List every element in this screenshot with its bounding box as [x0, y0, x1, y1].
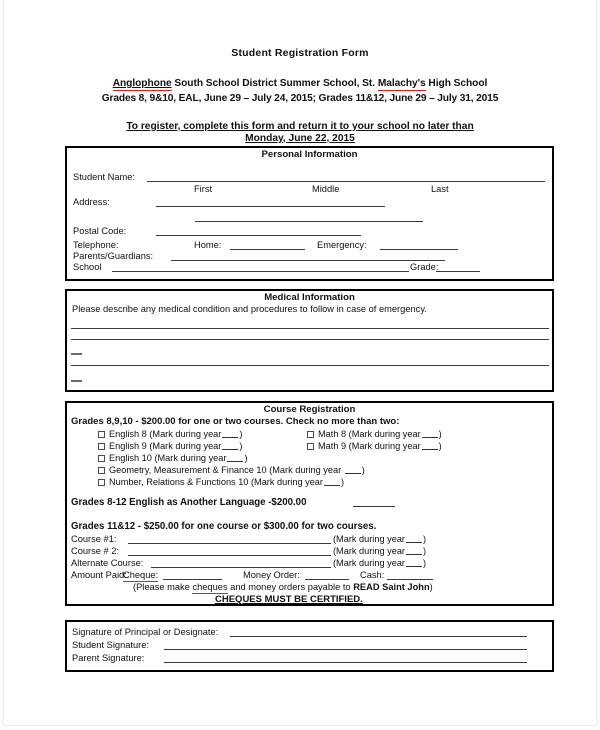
mark-during-year-input[interactable]	[222, 429, 238, 438]
home-phone-label: Home:	[194, 240, 222, 250]
mark-note-close: )	[239, 441, 243, 451]
principal-signature-input[interactable]	[230, 636, 527, 637]
course-registration-title: Course Registration	[263, 404, 356, 415]
school-name-end: High School	[425, 78, 488, 89]
mark-during-year-input[interactable]	[422, 429, 438, 438]
eal-input[interactable]	[353, 506, 395, 507]
cash-label: Cash:	[360, 570, 385, 580]
parents-guardians-input[interactable]	[171, 260, 445, 261]
mark-during-year-input[interactable]	[422, 441, 438, 450]
alternate-course-mark-note	[333, 558, 426, 568]
parent-signature-label: Parent Signature:	[72, 653, 145, 663]
mark-note-open: (Mark during year	[154, 453, 227, 463]
money-order-amount-input[interactable]	[305, 579, 349, 580]
alternate-course-label: Alternate Course:	[71, 558, 144, 568]
course-1-mark-note	[333, 534, 426, 544]
spellcheck-cheque: Cheque:	[123, 570, 159, 580]
last-label: Last	[431, 184, 449, 194]
school-name-line	[4, 78, 596, 91]
medical-dash-2	[71, 380, 82, 382]
course-checkbox-math-9[interactable]	[307, 441, 442, 451]
course-label: Math 8	[318, 429, 347, 439]
middle-label: Middle	[312, 184, 340, 194]
instruction-line-1: To register, complete this form and return it to your school no later than	[126, 120, 474, 132]
emergency-phone-label: Emergency:	[317, 240, 367, 250]
course-checkbox-geometry-10[interactable]	[98, 465, 365, 475]
mark-note-open: (Mark during year	[348, 429, 421, 439]
payable-prefix: (Please make	[133, 582, 193, 592]
school-input[interactable]	[112, 271, 409, 272]
course-2-label: Course # 2:	[71, 546, 120, 556]
course-1-label: Course #1:	[71, 534, 117, 544]
school-name-mid: South School District Summer School, St.	[171, 78, 378, 89]
cheque-label	[123, 570, 158, 582]
telephone-label: Telephone:	[73, 240, 119, 250]
payable-suffix: )	[429, 582, 433, 592]
mark-note-open: (Mark during year	[250, 477, 323, 487]
spellcheck-cheques: cheques	[192, 582, 228, 592]
signatures-section	[65, 620, 554, 672]
personal-information-section	[65, 146, 554, 281]
mark-note-open: (Mark during year	[333, 534, 405, 544]
mark-note-open: (Mark during year	[269, 465, 344, 475]
medical-line-3[interactable]	[71, 365, 549, 366]
grade-input[interactable]	[436, 271, 480, 272]
student-signature-label: Student Signature:	[72, 640, 150, 650]
address-line-1-input[interactable]	[156, 206, 385, 207]
student-signature-input[interactable]	[164, 649, 527, 650]
checkbox-icon[interactable]	[98, 443, 105, 450]
mark-note-close: )	[244, 453, 248, 463]
course-label: English 10	[109, 453, 152, 463]
school-label: School	[73, 262, 102, 272]
payable-note	[133, 582, 433, 594]
alternate-course-input[interactable]	[151, 567, 331, 568]
home-phone-input[interactable]	[230, 249, 305, 250]
course-checkbox-english-8[interactable]	[98, 429, 242, 439]
mark-note-close: )	[361, 465, 365, 475]
course-checkbox-number-relations-10[interactable]	[98, 477, 344, 487]
mark-note-close: )	[340, 477, 345, 487]
document-page	[3, 0, 597, 726]
medical-dash-1	[71, 353, 82, 355]
course-1-mark-input[interactable]	[406, 534, 422, 543]
course-checkbox-english-10[interactable]	[98, 453, 248, 463]
page-title: Student Registration Form	[231, 47, 369, 59]
payable-middle: and money orders payable to	[227, 582, 354, 592]
course-label: Number, Relations & Functions 10	[109, 477, 249, 487]
mark-note-open: (Mark during year	[149, 429, 222, 439]
amount-paid-label: Amount Paid:	[71, 570, 127, 580]
checkbox-icon[interactable]	[98, 455, 105, 462]
mark-note-close: )	[423, 558, 427, 568]
grade-label: Grade:	[410, 262, 439, 272]
medical-prompt: Please describe any medical condition and procedures to follow in case of emergency.	[72, 304, 427, 314]
spellcheck-malachys: Malachy's	[377, 78, 426, 89]
document-header	[4, 0, 596, 144]
medical-line-2[interactable]	[71, 339, 549, 340]
checkbox-icon[interactable]	[307, 431, 314, 438]
medical-information-section	[65, 289, 554, 392]
checkbox-icon[interactable]	[98, 467, 105, 474]
mark-note-close: )	[239, 429, 243, 439]
grades-11-12-heading: Grades 11&12 - $250.00 for one course or $300.00 for two courses.	[71, 521, 377, 532]
money-order-label: Money Order:	[243, 570, 300, 580]
mark-during-year-input[interactable]	[345, 465, 361, 474]
mark-note-close: )	[423, 534, 427, 544]
course-checkbox-math-8[interactable]	[307, 429, 442, 439]
mark-note-open: (Mark during year	[333, 558, 405, 568]
spellcheck-anglophone: Anglophone	[112, 78, 172, 89]
parents-guardians-label: Parents/Guardians:	[73, 251, 154, 261]
student-name-input[interactable]	[147, 181, 545, 182]
course-2-mark-input[interactable]	[406, 546, 422, 555]
mark-during-year-input[interactable]	[227, 453, 243, 462]
checkbox-icon[interactable]	[98, 431, 105, 438]
medical-line-1[interactable]	[71, 328, 549, 329]
checkbox-icon[interactable]	[98, 479, 105, 486]
grades-dates-line: Grades 8, 9&10, EAL, June 29 – July 24, 2015; Grades 11&12, June 29 – July 31, 2015	[101, 92, 499, 104]
cheque-amount-input[interactable]	[163, 579, 222, 580]
course-2-input[interactable]	[128, 555, 331, 556]
mark-note-close: )	[423, 546, 427, 556]
grades-8-9-10-heading: Grades 8,9,10 - $200.00 for one or two courses. Check no more than two:	[71, 416, 400, 427]
postal-code-label: Postal Code:	[73, 226, 127, 236]
principal-signature-label: Signature of Principal or Designate:	[72, 627, 219, 637]
alternate-mark-input[interactable]	[406, 558, 422, 567]
course-label: English 9	[109, 441, 147, 451]
course-label: Math 9	[318, 441, 347, 451]
mark-note-open: (Mark during year	[333, 546, 405, 556]
course-label: Geometry, Measurement & Finance 10	[109, 465, 267, 475]
checkbox-icon[interactable]	[307, 443, 314, 450]
address-label: Address:	[73, 197, 110, 207]
instruction-line-2: Monday, June 22, 2015	[245, 132, 355, 144]
address-line-2-input[interactable]	[195, 221, 423, 222]
student-name-label: Student Name:	[73, 172, 136, 182]
course-label: English 8	[109, 429, 147, 439]
personal-information-title: Personal Information	[261, 149, 358, 160]
course-1-input[interactable]	[128, 543, 331, 544]
course-2-mark-note	[333, 546, 426, 556]
cash-amount-input[interactable]	[387, 579, 433, 580]
mark-note-open: (Mark during year	[348, 441, 421, 451]
mark-during-year-input[interactable]	[222, 441, 238, 450]
mark-note-close: )	[438, 441, 442, 451]
course-checkbox-english-9[interactable]	[98, 441, 242, 451]
mark-note-open: (Mark during year	[149, 441, 222, 451]
mark-during-year-input[interactable]	[324, 477, 340, 486]
course-registration-section	[65, 401, 554, 606]
emergency-phone-input[interactable]	[380, 249, 458, 250]
medical-information-title: Medical Information	[264, 292, 355, 303]
eal-heading: Grades 8-12 English as Another Language -$200.00	[71, 497, 307, 508]
payable-organization: READ Saint John	[353, 582, 430, 592]
cheques-certified-note: CHEQUES MUST BE CERTIFIED.	[215, 594, 363, 605]
mark-note-close: )	[438, 429, 442, 439]
parent-signature-input[interactable]	[164, 662, 527, 663]
first-label: First	[194, 184, 213, 194]
postal-code-input[interactable]	[156, 235, 361, 236]
